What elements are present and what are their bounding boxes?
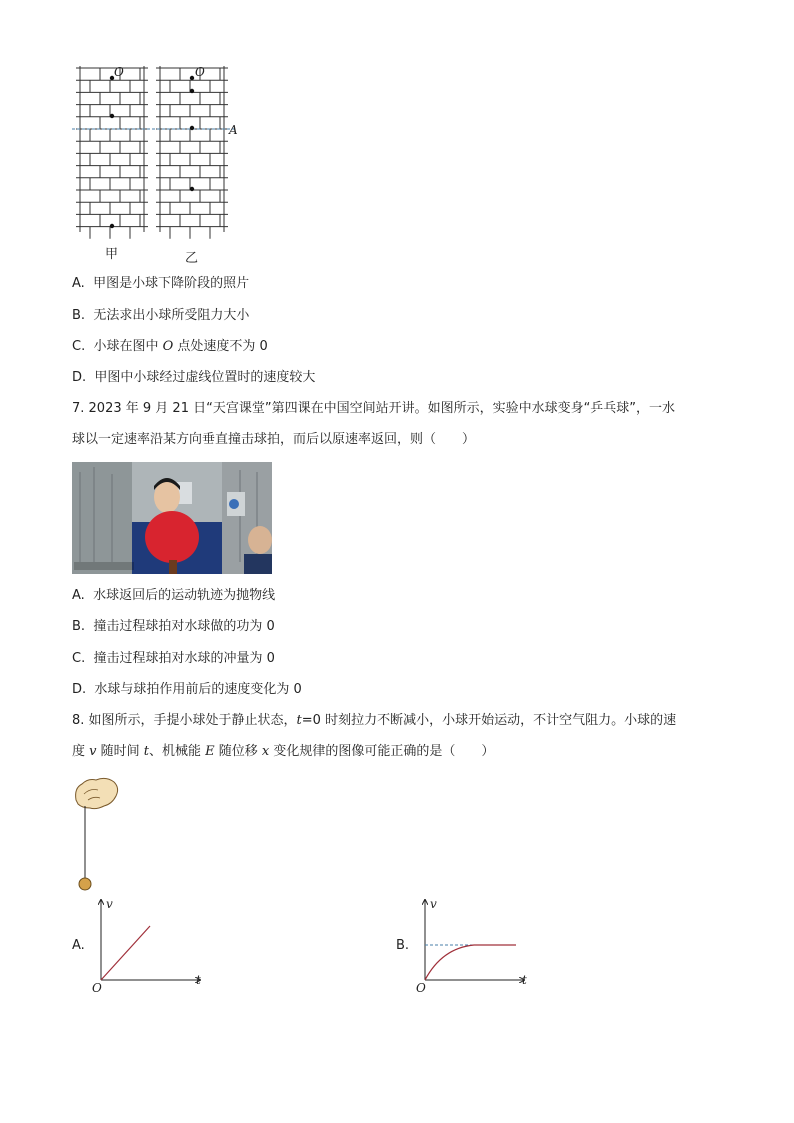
bricks-right (156, 68, 228, 239)
caption-left: 甲 (105, 247, 119, 262)
option-key: B. (72, 308, 86, 323)
q7-option-a (72, 586, 275, 606)
q6-option-d (72, 368, 315, 388)
graph-a-option-label: A. (72, 938, 85, 953)
option-key: A. (72, 588, 85, 603)
label-a: A (229, 123, 238, 137)
stem-var: x (261, 744, 270, 759)
graph-a-origin: O (92, 981, 102, 994)
option-text: 点处速度不为 0 (173, 339, 268, 354)
graph-b-option-label: B. (396, 938, 410, 953)
graph-b-curve (425, 945, 516, 980)
stem-var: v (89, 744, 97, 759)
stem-text: 随时间 (96, 744, 144, 759)
stem-var: E (205, 744, 215, 759)
option-text: 小球在图中 (93, 339, 163, 354)
space-station-photo (72, 462, 272, 574)
bricks-left (76, 68, 148, 239)
q6-option-b (72, 306, 249, 326)
option-text: 撞击过程球拍对水球做的功为 0 (93, 619, 275, 634)
q7-option-c (72, 649, 275, 669)
graph-a-curve (101, 926, 150, 980)
graph-b (412, 894, 542, 994)
option-italic: O (162, 339, 174, 354)
ball-icon (79, 878, 91, 890)
photo-illustration (72, 462, 272, 574)
graph-a (88, 894, 218, 994)
option-key: C. (72, 651, 86, 666)
q7-option-d (72, 680, 302, 700)
q6-option-c (72, 337, 268, 357)
option-key: C. (72, 339, 86, 354)
stem-var: t (296, 713, 302, 728)
label-o-right: O (195, 65, 205, 79)
option-text: 甲图是小球下降阶段的照片 (93, 276, 250, 291)
q6-option-a (72, 274, 249, 294)
option-text: 撞击过程球拍对水球的冲量为 0 (93, 651, 275, 666)
graph-a-y-label: v (106, 897, 113, 911)
label-o-left: O (114, 65, 124, 79)
option-text: 水球返回后的运动轨迹为抛物线 (93, 588, 276, 603)
hand-icon (76, 778, 118, 808)
stem-text: 度 (72, 744, 90, 759)
stem-text: 8. 如图所示，手提小球处于静止状态， (72, 713, 297, 728)
caption-right: 乙 (185, 251, 199, 266)
stem-text: =0 时刻拉力不断减小，小球开始运动，不计空气阻力。小球的速 (301, 713, 677, 728)
q8-stem-line1 (72, 711, 676, 731)
option-key: A. (72, 276, 85, 291)
option-key: D. (72, 370, 87, 385)
option-key: D. (72, 682, 87, 697)
option-text: 水球与球拍作用前后的速度变化为 0 (94, 682, 302, 697)
graph-b-origin: O (416, 981, 426, 994)
brick-wall-figure (68, 62, 253, 270)
q7-stem-line1: 7. 2023 年 9 月 21 日“天宫课堂”第四课在中国空间站开讲。如图所示，实验中水球变身“乒乓球”，一水 (72, 401, 676, 416)
stem-var: t (143, 744, 149, 759)
graph-b-x-label: t (522, 973, 527, 987)
q8-stem-line2 (72, 742, 494, 762)
stem-text: 随位移 (214, 744, 262, 759)
option-text: 甲图中小球经过虚线位置时的速度较大 (94, 370, 316, 385)
stem-text: 变化规律的图像可能正确的是（ ） (269, 744, 495, 759)
option-key: B. (72, 619, 86, 634)
graph-a-x-label: t (196, 973, 201, 987)
stem-text: 、机械能 (149, 744, 206, 759)
graph-b-y-label: v (430, 897, 437, 911)
q7-stem-line2: 球以一定速率沿某方向垂直撞击球拍，而后以原速率返回，则（ ） (72, 432, 476, 447)
option-text: 无法求出小球所受阻力大小 (93, 308, 250, 323)
q7-option-b (72, 617, 275, 637)
hand-ball-figure (70, 774, 126, 894)
